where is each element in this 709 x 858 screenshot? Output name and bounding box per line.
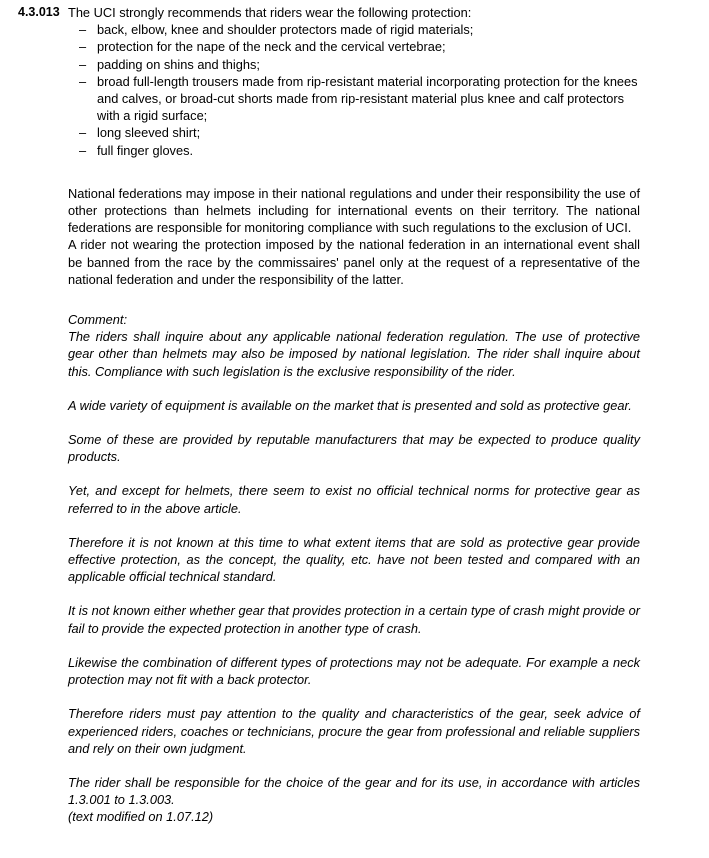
document-body [68,185,640,826]
list-item [68,142,640,159]
comment-block-4: Yet, and except for helmets, there seem to exist no official technical norms for protective gear as referred to in the above article. [68,483,640,516]
list-item [68,56,640,73]
list-item-label: long sleeved shirt; [97,125,201,141]
list-item [68,73,640,125]
article-body [68,4,640,159]
dash-bullet: – [79,22,87,38]
paragraph-national-federations: National federations may impose in their national regulations and under their responsibility the use of other protections than helmets including for international events on their territory. The national federations are responsible for monitoring compliance with such regulations to the exclusion of UCI. [68,185,640,236]
article-number: 4.3.013 [18,5,60,19]
comment-block-6: It is not known either whether gear that provides protection in a certain type of crash might provide or fail to provide the expected protection in another type of crash. [68,603,640,636]
comment-modification-note: (text modified on 1.07.12) [68,809,214,825]
paragraph-rider-not-wearing: A rider not wearing the protection imposed by the national federation in an international event shall be banned from the race by the commissaires' panel only at the request of a representative of the national federation and under the responsibility of the latter. [68,237,640,287]
list-item-label: padding on shins and thighs; [97,56,260,72]
list-item [68,21,640,38]
comment-block-7: Likewise the combination of different types of protections may not be adequate. For example a neck protection may not fit with a back protector. [68,654,640,688]
list-item-label: protection for the nape of the neck and the cervical vertebrae; [97,39,446,55]
comment-block-2: A wide variety of equipment is available on the market that is presented and sold as protective gear. [68,397,632,413]
dash-bullet: – [79,73,87,89]
comment-block-5: Therefore it is not known at this time to what extent items that are sold as protective gear provide effective protection, as the concept, the quality, etc. have not been tested and compared with an applicable official technical standard. [68,534,640,585]
comment-block-1: The riders shall inquire about any applicable national federation regulation. The use of protective gear other than helmets may also be imposed by national legislation. The rider shall inquire about this. Compliance with such legislation is the exclusive responsibility of the rider. [68,329,640,379]
list-item [68,38,640,55]
protection-list [68,21,640,159]
comment-block-9: The rider shall be responsible for the choice of the gear and for its use, in accordance with articles 1.3.001 to 1.3.003. [68,774,640,808]
comment-block-3: Some of these are provided by reputable manufacturers that may be expected to produce quality products. [68,432,640,465]
article-intro: The UCI strongly recommends that riders wear the following protection: [68,5,472,20]
list-item-label: full finger gloves. [97,142,194,158]
dash-bullet: – [79,39,87,55]
list-item [68,124,640,141]
comment-label: Comment: [68,312,128,328]
dash-bullet: – [79,56,87,72]
dash-bullet: – [79,142,87,158]
list-item-label: back, elbow, knee and shoulder protectors made of rigid materials; [97,22,474,38]
comment-block-8: Therefore riders must pay attention to the quality and characteristics of the gear, seek advice of experienced riders, coaches or technicians, procure the gear from professional and reliable suppliers and rely on their own judgment. [68,706,640,756]
dash-bullet: – [79,125,87,141]
list-item-label: broad full-length trousers made from rip-resistant material incorporating protection for the knees and calves, or broad-cut shorts made from rip-resistant material plus knee and calf protectors with a rigid surface; [97,73,638,124]
article-block [0,4,709,159]
